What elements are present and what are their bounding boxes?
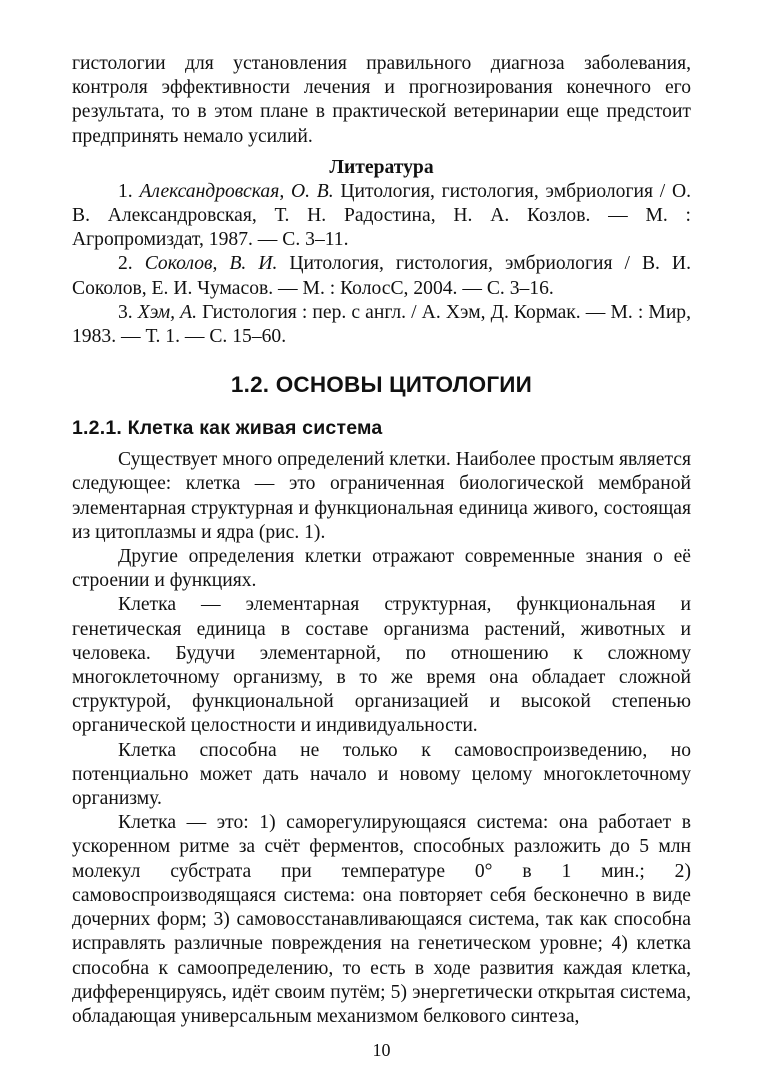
reference-item-2 [72,252,691,300]
body-paragraph-2: Другие определения клетки отражают современные знания о её строении и функциях. [72,546,691,592]
page-body [72,52,691,1029]
literature-heading: Литература [329,156,434,178]
body-paragraph-4: Клетка способна не только к самовоспроизведению, но потенциально может дать начало и новому целому многоклеточному организму. [72,739,691,810]
body-paragraph-5: Клетка — это: 1) саморегулирующаяся система: она работает в ускоренном ритме за счёт ферментов, способных разложить до 5 млн молекул субстрата при температуре 0° в 1 мин.; 2) самовоспроизводящаяся система: она повторяет себя бесконечно в виде дочерних форм; 3) самовосстанавливающаяся система, так как способна исправлять различные повреждения на генетическом уровне; 4) клетка способна к самоопределению, то есть в ходе развития каждая клетка, дифференцируясь, идёт своим путём; 5) энергетически открытая система, обладающая универсальным механизмом белкового синтеза, [72,812,691,1027]
reference-text: Цитология, гистология, эмбриология / О. В. Александровская, Т. Н. Радостина, Н. А. Козлов. — М. : Агропромиздат, 1987. — С. 3–11. [72,180,692,251]
section-heading: 1.2. ОСНОВЫ ЦИТОЛОГИИ [230,372,533,398]
reference-author: Александровская, О. В. [139,180,334,202]
reference-author: Соколов, В. И. [144,253,278,275]
reference-text: Цитология, гистология, эмбриология / В. И. Соколов, Е. И. Чумасов. — М. : КолосС, 2004. — С. 3–16. [72,253,691,299]
reference-author: Хэм, А. [137,301,198,323]
reference-number: 3. [118,301,133,323]
reference-item-3 [72,301,691,349]
reference-item-1 [72,180,691,253]
reference-text: Гистология : пер. с англ. / А. Хэм, Д. Кормак. — М. : Мир, 1983. — Т. 1. — С. 15–60. [72,301,691,348]
intro-paragraph: гистологии для установления правильного диагноза заболевания, контроля эффективности лечения и прогнозирования конечного его результата, то в этом плане в практической ветеринарии еще предстоит предпринять немало усилий. [72,53,691,147]
reference-number: 1. [118,180,133,202]
page-number: 10 [372,1040,391,1060]
reference-number: 2. [118,253,133,275]
body-paragraph-1: Существует много определений клетки. Наиболее простым является следующее: клетка — это ограниченная биологической мембраной элементарная структурная и функциональная единица живого, состоящая из цитоплазмы и ядра (рис. 1). [72,449,691,543]
subsection-heading: 1.2.1. Клетка как живая система [72,417,383,440]
body-paragraph-3: Клетка — элементарная структурная, функциональная и генетическая единица в составе организма растений, животных и человека. Будучи элементарной, по отношению к сложному многоклеточному организму, в то же время она обладает сложной структурой, функциональной организацией и высокой степенью органической целостности и индивидуальности. [72,594,691,737]
